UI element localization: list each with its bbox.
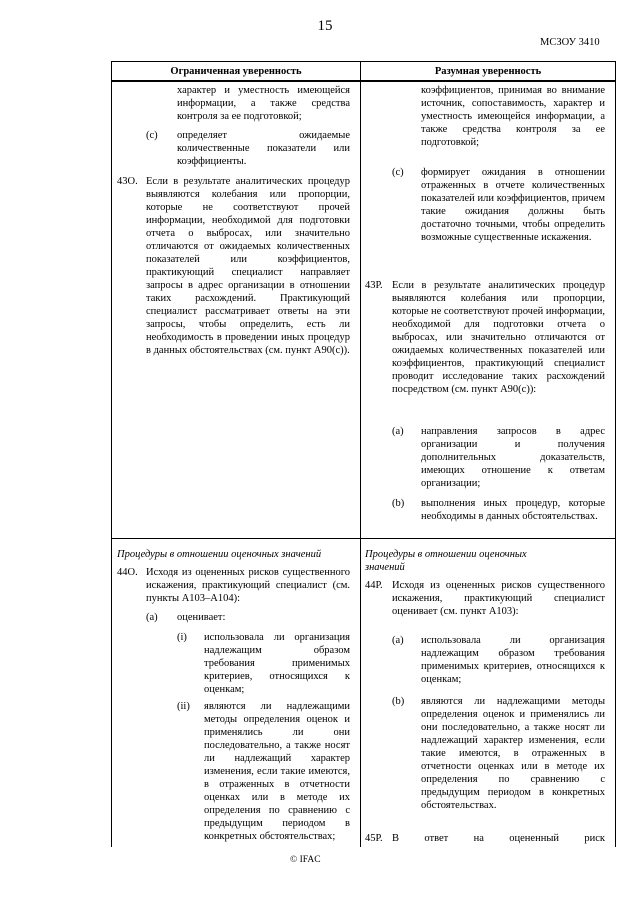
footer-copyright: © IFAC xyxy=(290,855,321,865)
table-header-border xyxy=(111,80,616,82)
right-item-a2-label: (a) xyxy=(392,635,404,646)
right-item-b2-label: (b) xyxy=(392,696,405,707)
table-right-border xyxy=(615,61,616,847)
left-item-ii-text: являются ли надлежащими методы определения оценок и применялись ли они последовательно, а также носят ли надлежащий характер изменения, если такие имеются, в отраженных в отчетности оценках или в методе их определения по сравнению с предыдущим периодом в конкретных обстоятельствах; xyxy=(204,701,350,842)
right-para-43-number: 43Р. xyxy=(365,280,383,291)
left-item-i-label: (i) xyxy=(177,632,187,643)
left-item-c-text: определяет ожидаемые количественные показатели или коэффициенты. xyxy=(177,130,350,167)
left-para-43-text: Если в результате аналитических процедур выявляются колебания или пропорции, которые не соответствуют прочей информации, необходимой для подготовки отчета о выбросах, или значительно отличаются от ожидаемых количественных показателей или коэффициентов, практикующий специалист направляет запросы в адрес организации в отношении таких расхождений. Практикующий специалист рассматривает ответы на эти запросы, чтобы определить, есть ли необходимость в проведении иных процедур в данных обстоятельствах (см. пункт А90(c)). xyxy=(146,176,350,356)
left-para-43-number: 43O. xyxy=(117,176,138,187)
table-section-divider xyxy=(111,538,616,539)
column-header-limited: Ограниченная уверенность xyxy=(170,66,302,77)
right-continuation-text: коэффициентов, принимая во внимание источник, сопоставимость, характер и уместность имеющейся информации, а также средства контроля за ее подготовкой; xyxy=(421,85,605,148)
right-item-c-label: (c) xyxy=(392,167,404,178)
left-section-title: Процедуры в отношении оценочных значений xyxy=(117,549,322,560)
right-item-a2-text: использовала ли организация надлежащим образом требования применимых критериев, относящихся к оценкам; xyxy=(421,635,605,685)
table-top-border xyxy=(111,61,616,62)
right-para-45-text: В ответ на оцененный риск xyxy=(392,833,605,844)
right-item-c-text: формирует ожидания в отношении отраженных в отчете количественных показателей или коэффициентов, причем такие ожидания должны быть достаточно точными, чтобы определить возможные существенные искажения. xyxy=(421,167,605,243)
right-item-b2-text: являются ли надлежащими методы определения оценок и применялись ли они последовательно, а также носят ли надлежащий характер изменения, если такие имеются, в отраженных в отчетности оценках или в методе их определения по сравнению с предыдущим периодом в конкретных обстоятельствах. xyxy=(421,696,605,811)
right-item-b-text: выполнения иных процедур, которые необходимы в данных обстоятельствах. xyxy=(421,498,605,522)
page-number: 15 xyxy=(317,18,333,34)
table-middle-border xyxy=(360,61,361,847)
left-item-a-text: оценивает: xyxy=(177,612,226,623)
table-left-border xyxy=(111,61,112,847)
left-para-44-number: 44O. xyxy=(117,567,138,578)
right-item-a-label: (a) xyxy=(392,426,404,437)
right-section-title: Процедуры в отношении оценочных значений xyxy=(365,549,527,573)
right-para-43-text: Если в результате аналитических процедур выявляются колебания или пропорции, которые не соответствуют прочей информации, необходимой для подготовки отчета о выбросах, или значительно отличаются от ожидаемых количественных показателей или коэффициентов, практикующий специалист проводит исследование таких расхождений посредством (см. пункт А90(c)): xyxy=(392,280,605,395)
right-para-44-number: 44Р. xyxy=(365,580,383,591)
left-item-ii-label: (ii) xyxy=(177,701,190,712)
standard-code: МСЗОУ 3410 xyxy=(540,37,600,48)
left-item-i-text: использовала ли организация надлежащим образом требования применимых критериев, относящихся к оценкам; xyxy=(204,632,350,695)
right-para-45-number: 45Р. xyxy=(365,833,383,844)
left-item-c-label: (c) xyxy=(146,130,158,141)
left-item-a-label: (a) xyxy=(146,612,158,623)
column-header-reasonable: Разумная уверенность xyxy=(434,66,542,77)
right-item-a-text: направления запросов в адрес организации и получения дополнительных доказательств, имеющих отношение к ответам организации; xyxy=(421,426,605,489)
left-para-44-text: Исходя из оцененных рисков существенного искажения, практикующий специалист (см. пункты А103–А104): xyxy=(146,567,350,604)
right-para-44-text: Исходя из оцененных рисков существенного искажения, практикующий специалист оценивает (см. пункт А103): xyxy=(392,580,605,617)
left-continuation-text: характер и уместность имеющейся информации, а также средства контроля за ее подготовкой; xyxy=(177,85,350,122)
right-item-b-label: (b) xyxy=(392,498,405,509)
